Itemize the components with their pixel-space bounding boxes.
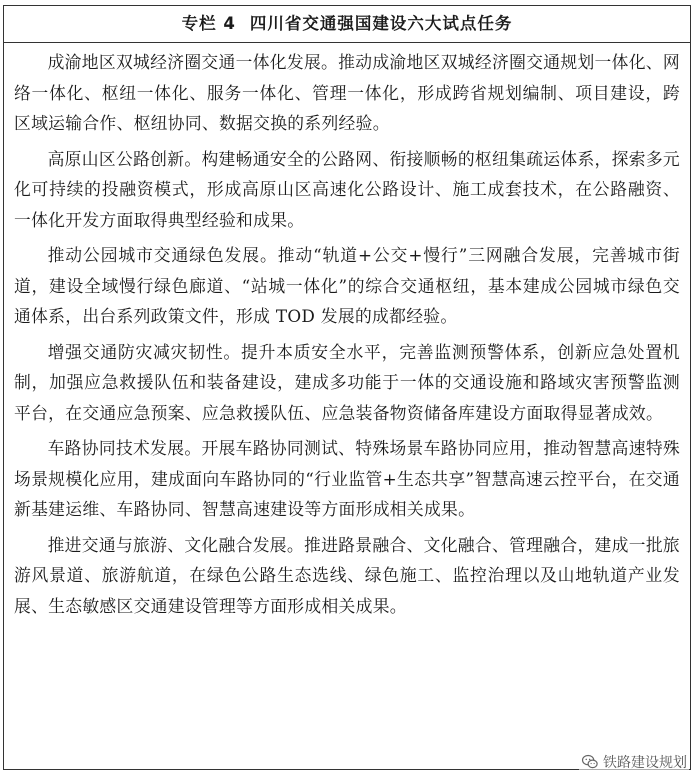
paragraph-body: 构建畅通安全的公路网、衔接顺畅的枢纽集疏运体系，探索多元化可持续的投融资模式，形成高原山区高速化公路设计、施工成套技术，在公路融资、一体化开发方面取得典型经验和成果。 <box>14 148 681 230</box>
paragraph-body: 提升本质安全水平，完善监测预警体系，创新应急处置机制，加强应急救援队伍和装备建设，建成多功能于一体的交通设施和路域灾害预警监测平台，在交通应急预案、应急救援队伍、应急装备物资储备库建设方面取得显著成效。 <box>14 341 680 423</box>
paragraph-lead: 成渝地区双城经济圈交通一体化发展。 <box>47 52 339 72</box>
paragraph-3 <box>14 240 680 332</box>
paragraph-lead: 高原山区公路创新。 <box>47 148 202 169</box>
paragraph-6 <box>14 530 680 622</box>
paragraph-5 <box>14 433 680 525</box>
paragraph-lead: 推进交通与旅游、文化融合发展。 <box>47 534 304 555</box>
paragraph-4 <box>14 337 680 429</box>
watermark-text: 铁路建设规划 <box>603 755 687 771</box>
box-title <box>4 6 690 43</box>
box-title-prefix: 专栏 4 <box>181 14 236 33</box>
paragraph-2 <box>14 144 680 236</box>
info-box <box>3 5 691 770</box>
paragraph-1 <box>14 47 680 139</box>
watermark <box>579 752 689 772</box>
paragraph-body: 推动成渝地区双城经济圈交通规划一体化、网络一体化、枢纽一体化、服务一体化、管理一体化，形成跨省规划编制、项目建设，跨区域运输合作、枢纽协同、数据交换的系列经验。 <box>14 52 680 133</box>
box-content <box>4 43 690 621</box>
paragraph-body: 推动“轨道+公交+慢行”三网融合发展，完善城市街道，建设全域慢行绿色廊道、“站城一体化”的综合交通枢纽，基本建成公园城市绿色交通体系，出台系列政策文件，形成 TOD 发展的成都经验。 <box>14 245 680 326</box>
paragraph-lead: 车路协同技术发展。 <box>47 438 202 458</box>
paragraph-lead: 推动公园城市交通绿色发展。 <box>47 245 278 265</box>
paragraph-body: 推进路景融合、文化融合、管理融合，建成一批旅游风景道、旅游航道，在绿色公路生态选线、绿色施工、监控治理以及山地轨道产业发展、生态敏感区交通建设管理等方面形成相关成果。 <box>14 534 680 616</box>
wechat-icon <box>581 753 599 771</box>
paragraph-body: 开展车路协同测试、特殊场景车路协同应用，推动智慧高速特殊场景规模化应用，建成面向车路协同的“行业监管+生态共享”智慧高速云控平台，在交通新基建运维、车路协同、智慧高速建设等方面形成相关成果。 <box>14 438 681 519</box>
paragraph-lead: 增强交通防灾减灾韧性。 <box>47 341 241 362</box>
box-title-text: 四川省交通强国建设六大试点任务 <box>249 14 513 33</box>
